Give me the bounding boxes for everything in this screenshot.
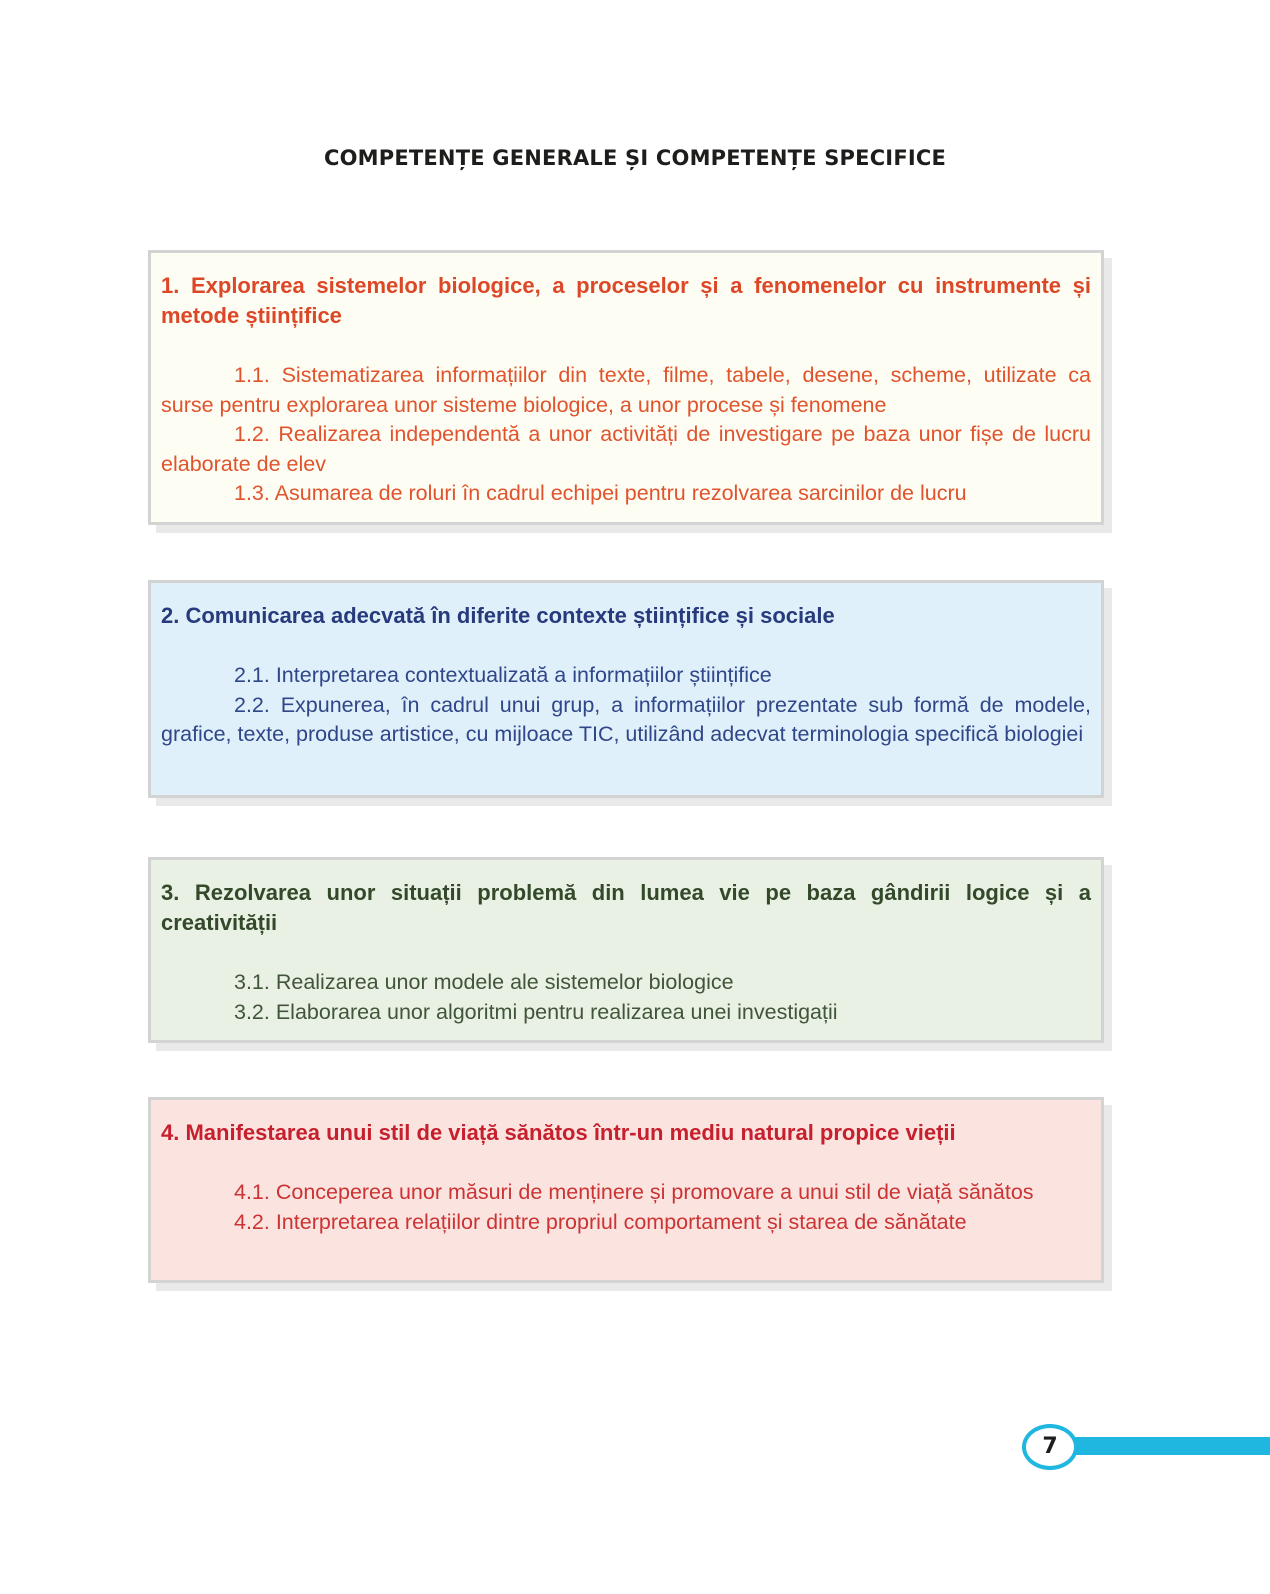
specific-competence-4-2: 4.2. Interpretarea relațiilor dintre propriul comportament și starea de sănătate	[234, 1209, 967, 1234]
specific-competence-2-2: 2.2. Expunerea, în cadrul unui grup, a informațiilor prezentate sub formă de modele, grafice, texte, produse artistice, cu mijloace TIC, utilizând adecvat terminologia specifică biologiei	[161, 692, 1091, 746]
specific-competence-3-1: 3.1. Realizarea unor modele ale sistemelor biologice	[234, 970, 734, 994]
specific-competence-3-2: 3.2. Elaborarea unor algoritmi pentru realizarea unei investigații	[234, 999, 838, 1024]
specific-competence-1-3: 1.3. Asumarea de roluri în cadrul echipei pentru rezolvarea sarcinilor de lucru	[234, 481, 967, 505]
page-number: 7	[1022, 1424, 1078, 1470]
competence-heading-3: 3. Rezolvarea unor situații problemă din lumea vie pe baza gândirii logice și a creativității	[161, 880, 1091, 935]
competence-box-4	[148, 1097, 1104, 1283]
specific-competence-1-2: 1.2. Realizarea independentă a unor activități de investigare pe baza unor fișe de lucru elaborate de elev	[161, 422, 1091, 476]
page-number-marker	[1022, 1424, 1270, 1468]
page-number-bar	[1052, 1437, 1270, 1455]
specific-competence-1-1: 1.1. Sistematizarea informațiilor din texte, filme, tabele, desene, scheme, utilizate ca surse pentru explorarea unor sisteme biologice, a unor procese și fenomene	[161, 363, 1091, 417]
competence-heading-1: 1. Explorarea sistemelor biologice, a proceselor și a fenomenelor cu instrumente și metode științifice	[161, 273, 1091, 328]
competence-box-3	[148, 857, 1104, 1043]
competence-box-2	[148, 580, 1104, 798]
specific-competence-2-1: 2.1. Interpretarea contextualizată a informațiilor științifice	[234, 663, 772, 687]
specific-competence-4-1: 4.1. Conceperea unor măsuri de menținere și promovare a unui stil de viață sănătos	[234, 1180, 1034, 1204]
competence-box-1	[148, 250, 1104, 525]
competence-heading-4: 4. Manifestarea unui stil de viață sănătos într-un mediu natural propice vieții	[161, 1120, 956, 1145]
page-title: COMPETENȚE GENERALE ȘI COMPETENȚE SPECIFICE	[323, 146, 947, 170]
competence-heading-2: 2. Comunicarea adecvată în diferite contexte științifice și sociale	[161, 603, 835, 628]
